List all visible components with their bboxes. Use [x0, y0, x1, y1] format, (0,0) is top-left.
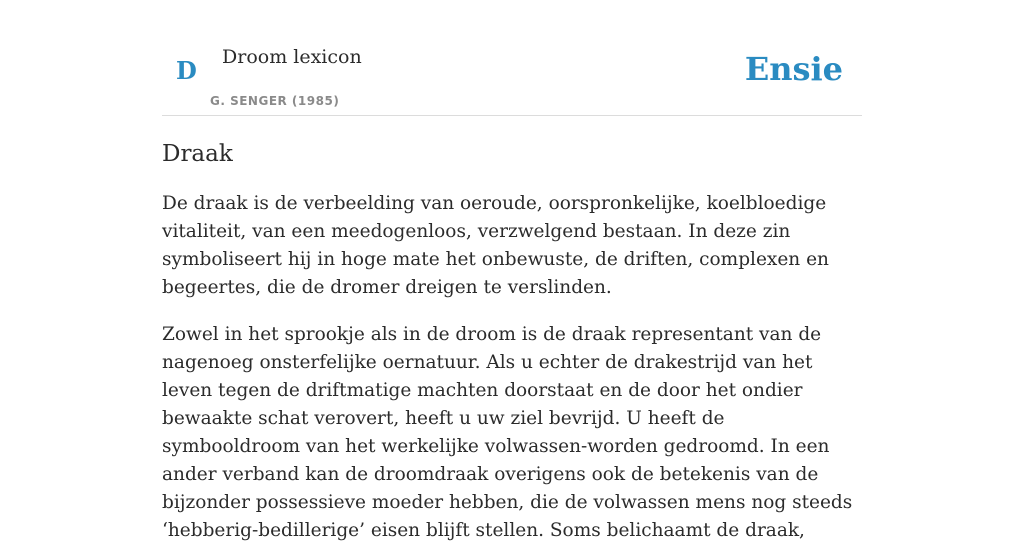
article-page [162, 0, 862, 545]
letter-badge: D [176, 56, 197, 85]
source-author: G. SENGER (1985) [210, 94, 340, 108]
entry-paragraph: De draak is de verbeelding van oeroude, oorspronkelijke, koelbloedige vitaliteit, van een meedogenloos, verzwelgend bestaan. In deze zin symboliseert hij in hoge mate het onbewuste, de driften, complexen en begeertes, die de dromer dreigen te verslinden. [162, 193, 829, 298]
entry-title: Draak [162, 141, 233, 167]
brand-logo-link[interactable]: Ensie [744, 50, 843, 88]
entry-paragraph: Zowel in het sprookje als in de droom is de draak representant van de nagenoeg onsterfelijke oernatuur. Als u echter de drakestrijd van het leven tegen de driftmatige machten doorstaat en de door het ondier bewaakte schat verovert, heeft u uw ziel bevrijd. U heeft de symbooldroom van het werkelijke volwassen-worden gedroomd. In een ander verband kan de droomdraak overigens ook de betekenis van de bijzonder possessieve moeder hebben, die de volwassen mens nog steeds ‘hebberig-bedillerige’ eisen blijft stellen. Soms belichaamt de draak, [162, 324, 853, 541]
source-title[interactable]: Droom lexicon [222, 46, 362, 68]
source-header [162, 0, 862, 116]
